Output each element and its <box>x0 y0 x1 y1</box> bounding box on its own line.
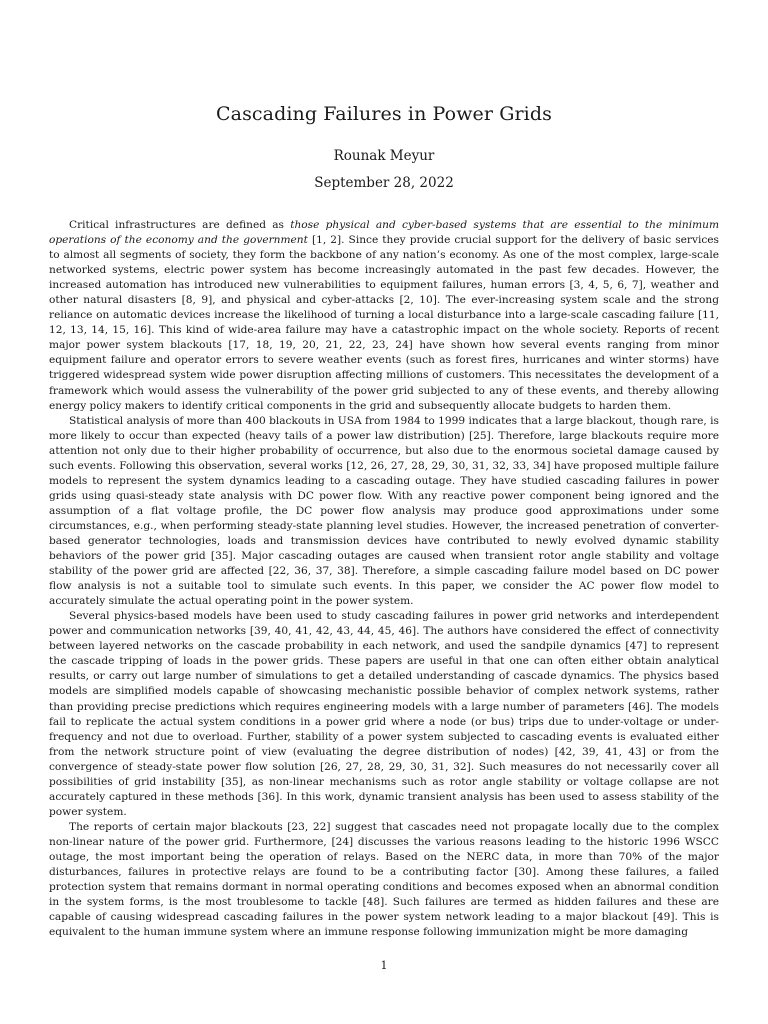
paragraph-4: The reports of certain major blackouts [23, 22] suggest that cascades need not propagate locally due to the complex non-linear nature of the power grid. Furthermore, [24] discusses the various reasons leading to the historic 1996 WSCC outage, the most important being the operation of relays. Based on the NERC data, in more than 70% of the major disturbances, failures in protective relays are found to be a contributing factor [30]. Among these failures, a failed protection system that remains dormant in normal operating conditions and becomes exposed when an abnormal condition in the system forms, is the most troublesome to tackle [48]. Such failures are termed as hidden failures and these are capable of causing widespread cascading failures in the power system network leading to a major blackout [49]. This is equivalent to the human immune system where an immune response following immunization might be more damaging <box>49 820 719 939</box>
author-name: Rounak Meyur <box>333 148 435 164</box>
paragraph-1-lead: Critical infrastructures are defined as <box>69 219 291 231</box>
paper-body <box>49 218 719 940</box>
definition-emphasis: those physical and cyber-based systems that are essential to the minimum operations of the economy and the government <box>49 219 719 247</box>
paragraph-2: Statistical analysis of more than 400 blackouts in USA from 1984 to 1999 indicates that a large blackout, though rare, is more likely to occur than expected (heavy tails of a power law distribution) [25]. Therefore, large blackouts require more attention not only due to their higher probability of occurrence, but also due to the enormous societal damage caused by such events. Following this observation, several works [12, 26, 27, 28, 29, 30, 31, 32, 33, 34] have proposed multiple failure models to represent the system dynamics leading to a cascading outage. They have studied cascading failures in power grids using quasi-steady state analysis with DC power flow. With any reactive power component being ignored and the assumption of a flat voltage profile, the DC power flow analysis may produce good approximations under some circumstances, e.g., when performing steady-state planning level studies. However, the increased penetration of converter-based generator technologies, loads and transmission devices have contributed to newly evolved dynamic stability behaviors of the power grid [35]. Major cascading outages are caused when transient rotor angle stability and voltage stability of the power grid are affected [22, 36, 37, 38]. Therefore, a simple cascading failure model based on DC power flow analysis is not a suitable tool to simulate such events. In this paper, we consider the AC power flow model to accurately simulate the actual operating point in the power system. <box>49 414 719 608</box>
paragraph-1-rest: [1, 2]. Since they provide crucial support for the delivery of basic services to almost all segments of society, they form the backbone of any nation’s economy. As one of the most complex, large-scale networked systems, electric power system has become increasingly automated in the past few decades. However, the increased automation has introduced new vulnerabilities to equipment failures, human errors [3, 4, 5, 6, 7], weather and other natural disasters [8, 9], and physical and cyber-attacks [2, 10]. The ever-increasing system scale and the strong reliance on automatic devices increase the likelihood of turning a local disturbance into a large-scale cascading failure [11, 12, 13, 14, 15, 16]. This kind of wide-area failure may have a catastrophic impact on the whole society. Reports of recent major power system blackouts [17, 18, 19, 20, 21, 22, 23, 24] have shown how several events ranging from minor equipment failure and operator errors to severe weather events (such as forest fires, hurricanes and winter storms) have triggered widespread system wide power disruption affecting millions of customers. This necessitates the development of a framework which would assess the vulnerability of the power grid subjected to any of these events, and thereby allowing energy policy makers to identify critical components in the grid and subsequently allocate budgets to harden them. <box>49 234 719 412</box>
paragraph-1 <box>49 218 719 414</box>
paper-title: Cascading Failures in Power Grids <box>216 103 552 125</box>
page-number: 1 <box>380 959 388 972</box>
paper-date: September 28, 2022 <box>314 175 454 191</box>
paragraph-3: Several physics-based models have been used to study cascading failures in power grid networks and interdependent power and communication networks [39, 40, 41, 42, 43, 44, 45, 46]. The authors have considered the effect of connectivity between layered networks on the cascade probability in each network, and used the sandpile dynamics [47] to represent the cascade tripping of loads in the power grids. These papers are useful in that one can often either obtain analytical results, or carry out large number of simulations to get a detailed understanding of cascade dynamics. The physics based models are simplified models capable of showcasing mechanistic possible behavior of complex network systems, rather than providing precise predictions which requires engineering models with a large number of parameters [46]. The models fail to replicate the actual system conditions in a power grid where a node (or bus) trips due to under-voltage or under-frequency and not due to overload. Further, stability of a power system subjected to cascading events is evaluated either from the network structure point of view (evaluating the degree distribution of nodes) [42, 39, 41, 43] or from the convergence of steady-state power flow solution [26, 27, 28, 29, 30, 31, 32]. Such measures do not necessarily cover all possibilities of grid instability [35], as non-linear mechanisms such as rotor angle stability or voltage collapse are not accurately captured in these methods [36]. In this work, dynamic transient analysis has been used to assess stability of the power system. <box>49 610 719 818</box>
